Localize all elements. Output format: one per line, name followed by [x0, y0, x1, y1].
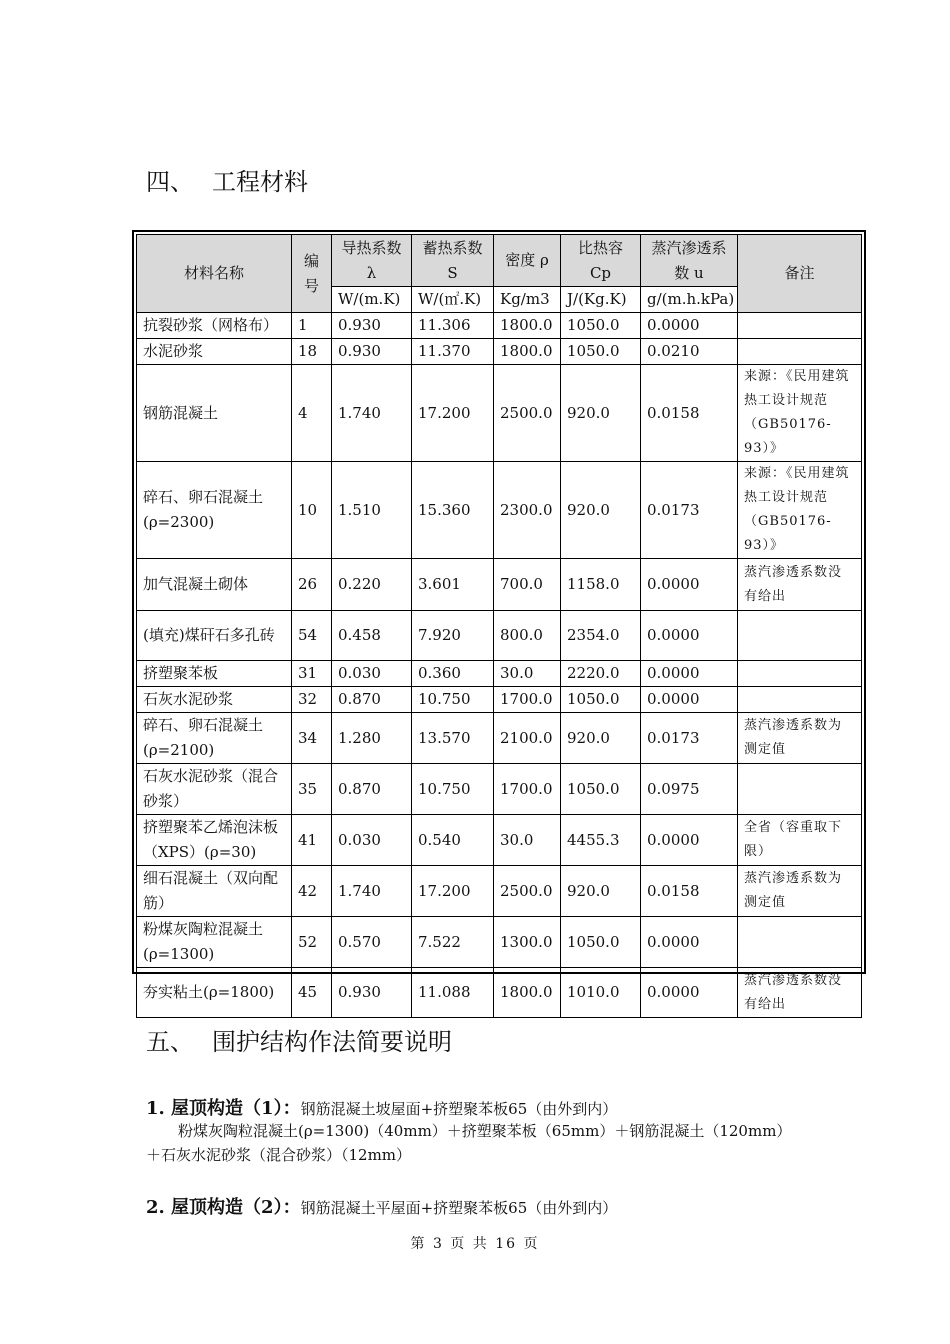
cell-cp: 2220.0	[561, 661, 641, 687]
cell-s: 17.200	[412, 365, 494, 462]
cell-s: 3.601	[412, 559, 494, 611]
cell-lambda: 1.740	[332, 365, 412, 462]
roof-1-summary: 钢筋混凝土坡屋面+挤塑聚苯板65（由外到内）	[300, 1100, 618, 1118]
cell-rho: 1700.0	[494, 764, 561, 815]
cell-s: 13.570	[412, 713, 494, 764]
table-row	[137, 687, 862, 713]
cell-note	[738, 917, 862, 968]
section-4-title: 工程材料	[212, 168, 308, 196]
table-row	[137, 815, 862, 866]
col-lambda-header: 导热系数 λ	[332, 235, 412, 287]
cell-no: 41	[292, 815, 332, 866]
cell-cp: 1050.0	[561, 764, 641, 815]
roof-1-line	[146, 1094, 617, 1120]
col-s-header: 蓄热系数 S	[412, 235, 494, 287]
cell-rho: 1800.0	[494, 968, 561, 1018]
cell-cp: 1158.0	[561, 559, 641, 611]
cell-no: 32	[292, 687, 332, 713]
cell-note: 蒸汽渗透系数为测定值	[738, 713, 862, 764]
cell-no: 45	[292, 968, 332, 1018]
cell-note	[738, 339, 862, 365]
cell-cp: 920.0	[561, 713, 641, 764]
cell-name: 抗裂砂浆（网格布）	[137, 313, 292, 339]
col-cp-header: 比热容 Cp	[561, 235, 641, 287]
cell-u: 0.0000	[641, 968, 738, 1018]
cell-s: 7.920	[412, 611, 494, 661]
cell-s: 7.522	[412, 917, 494, 968]
cell-u: 0.0000	[641, 815, 738, 866]
cell-s: 11.088	[412, 968, 494, 1018]
col-no-header: 编号	[292, 235, 332, 313]
cell-s: 10.750	[412, 687, 494, 713]
cell-lambda: 0.570	[332, 917, 412, 968]
cell-s: 15.360	[412, 462, 494, 559]
cell-rho: 2100.0	[494, 713, 561, 764]
cell-u: 0.0000	[641, 917, 738, 968]
cell-name: 钢筋混凝土	[137, 365, 292, 462]
materials-table	[136, 234, 862, 1018]
cell-rho: 1300.0	[494, 917, 561, 968]
table-row	[137, 713, 862, 764]
roof-1-layers-line-cont: ＋石灰水泥砂浆（混合砂浆）（12mm）	[146, 1146, 412, 1164]
cell-name: 挤塑聚苯乙烯泡沫板（XPS）(ρ=30)	[137, 815, 292, 866]
cell-name: 碎石、卵石混凝土(ρ=2300)	[137, 462, 292, 559]
cell-no: 10	[292, 462, 332, 559]
roof-1-label: 1. 屋顶构造（1）：	[146, 1098, 301, 1119]
cell-rho: 2500.0	[494, 866, 561, 917]
cell-u: 0.0000	[641, 313, 738, 339]
cell-lambda: 0.930	[332, 313, 412, 339]
section-4-number: 四、	[146, 168, 194, 196]
cell-no: 34	[292, 713, 332, 764]
table-row	[137, 313, 862, 339]
table-row	[137, 611, 862, 661]
cell-u: 0.0975	[641, 764, 738, 815]
col-note-header: 备注	[738, 235, 862, 313]
col-name-header: 材料名称	[137, 235, 292, 313]
table-row	[137, 462, 862, 559]
cell-note: 蒸汽渗透系数没有给出	[738, 559, 862, 611]
cell-name: 石灰水泥砂浆（混合砂浆）	[137, 764, 292, 815]
cell-lambda: 1.740	[332, 866, 412, 917]
unit-cp: J/(Kg.K)	[561, 287, 641, 313]
cell-rho: 800.0	[494, 611, 561, 661]
cell-u: 0.0000	[641, 661, 738, 687]
section-5-title: 围护结构作法简要说明	[212, 1028, 452, 1056]
cell-u: 0.0173	[641, 713, 738, 764]
cell-cp: 1050.0	[561, 313, 641, 339]
col-u-header: 蒸汽渗透系数 u	[641, 235, 738, 287]
cell-cp: 1010.0	[561, 968, 641, 1018]
unit-u: g/(m.h.kPa)	[641, 287, 738, 313]
cell-rho: 30.0	[494, 815, 561, 866]
cell-s: 17.200	[412, 866, 494, 917]
cell-note: 蒸汽渗透系数没有给出	[738, 968, 862, 1018]
cell-rho: 1800.0	[494, 339, 561, 365]
roof-2-summary: 钢筋混凝土平屋面+挤塑聚苯板65（由外到内）	[300, 1199, 618, 1217]
col-rho-header: 密度 ρ	[494, 235, 561, 287]
materials-table-frame	[132, 230, 866, 1012]
cell-cp: 2354.0	[561, 611, 641, 661]
cell-name: 石灰水泥砂浆	[137, 687, 292, 713]
cell-lambda: 1.510	[332, 462, 412, 559]
roof-1-layers-line: 粉煤灰陶粒混凝土(ρ=1300)（40mm）＋挤塑聚苯板（65mm）＋钢筋混凝土（120mm）	[178, 1122, 792, 1140]
cell-cp: 920.0	[561, 462, 641, 559]
cell-no: 18	[292, 339, 332, 365]
cell-name: 碎石、卵石混凝土(ρ=2100)	[137, 713, 292, 764]
cell-no: 26	[292, 559, 332, 611]
cell-note	[738, 313, 862, 339]
cell-cp: 920.0	[561, 365, 641, 462]
cell-name: 水泥砂浆	[137, 339, 292, 365]
cell-rho: 2300.0	[494, 462, 561, 559]
cell-name: 挤塑聚苯板	[137, 661, 292, 687]
table-row	[137, 764, 862, 815]
cell-rho: 700.0	[494, 559, 561, 611]
cell-s: 11.370	[412, 339, 494, 365]
cell-cp: 4455.3	[561, 815, 641, 866]
cell-rho: 1700.0	[494, 687, 561, 713]
table-row	[137, 339, 862, 365]
cell-name: 夯实粘土(ρ=1800)	[137, 968, 292, 1018]
cell-s: 0.360	[412, 661, 494, 687]
cell-note	[738, 611, 862, 661]
materials-table-body	[137, 313, 862, 1018]
cell-lambda: 1.280	[332, 713, 412, 764]
cell-u: 0.0000	[641, 687, 738, 713]
cell-lambda: 0.030	[332, 661, 412, 687]
cell-u: 0.0158	[641, 866, 738, 917]
cell-s: 0.540	[412, 815, 494, 866]
page-footer: 第 3 页 共 16 页	[410, 1236, 540, 1252]
section-5-heading	[146, 1022, 452, 1057]
table-row	[137, 968, 862, 1018]
cell-s: 10.750	[412, 764, 494, 815]
cell-name: (填充)煤矸石多孔砖	[137, 611, 292, 661]
cell-no: 35	[292, 764, 332, 815]
section-5-number: 五、	[146, 1028, 194, 1056]
cell-no: 52	[292, 917, 332, 968]
cell-u: 0.0000	[641, 559, 738, 611]
cell-name: 细石混凝土（双向配筋）	[137, 866, 292, 917]
table-row	[137, 917, 862, 968]
cell-note: 全省（容重取下限）	[738, 815, 862, 866]
unit-s: W/(㎡.K)	[412, 287, 494, 313]
cell-rho: 30.0	[494, 661, 561, 687]
cell-u: 0.0173	[641, 462, 738, 559]
cell-u: 0.0210	[641, 339, 738, 365]
cell-no: 31	[292, 661, 332, 687]
cell-u: 0.0000	[641, 611, 738, 661]
table-row	[137, 365, 862, 462]
table-row	[137, 866, 862, 917]
table-row	[137, 661, 862, 687]
cell-cp: 1050.0	[561, 917, 641, 968]
table-row	[137, 559, 862, 611]
cell-rho: 1800.0	[494, 313, 561, 339]
cell-note	[738, 661, 862, 687]
cell-note: 来源：《民用建筑热工设计规范（GB50176-93）》	[738, 365, 862, 462]
cell-no: 4	[292, 365, 332, 462]
cell-lambda: 0.870	[332, 764, 412, 815]
cell-note	[738, 764, 862, 815]
cell-cp: 1050.0	[561, 339, 641, 365]
cell-no: 42	[292, 866, 332, 917]
cell-cp: 1050.0	[561, 687, 641, 713]
cell-u: 0.0158	[641, 365, 738, 462]
roof-2-line	[146, 1193, 617, 1219]
roof-2-label: 2. 屋顶构造（2）：	[146, 1197, 301, 1218]
section-4-heading	[146, 162, 308, 197]
cell-lambda: 0.030	[332, 815, 412, 866]
cell-lambda: 0.458	[332, 611, 412, 661]
cell-note: 来源：《民用建筑热工设计规范（GB50176-93）》	[738, 462, 862, 559]
cell-rho: 2500.0	[494, 365, 561, 462]
cell-s: 11.306	[412, 313, 494, 339]
cell-lambda: 0.930	[332, 339, 412, 365]
cell-lambda: 0.220	[332, 559, 412, 611]
unit-rho: Kg/m3	[494, 287, 561, 313]
cell-name: 加气混凝土砌体	[137, 559, 292, 611]
cell-lambda: 0.870	[332, 687, 412, 713]
cell-name: 粉煤灰陶粒混凝土(ρ=1300)	[137, 917, 292, 968]
cell-note	[738, 687, 862, 713]
cell-cp: 920.0	[561, 866, 641, 917]
cell-no: 54	[292, 611, 332, 661]
cell-note: 蒸汽渗透系数为测定值	[738, 866, 862, 917]
cell-no: 1	[292, 313, 332, 339]
cell-lambda: 0.930	[332, 968, 412, 1018]
unit-lambda: W/(m.K)	[332, 287, 412, 313]
